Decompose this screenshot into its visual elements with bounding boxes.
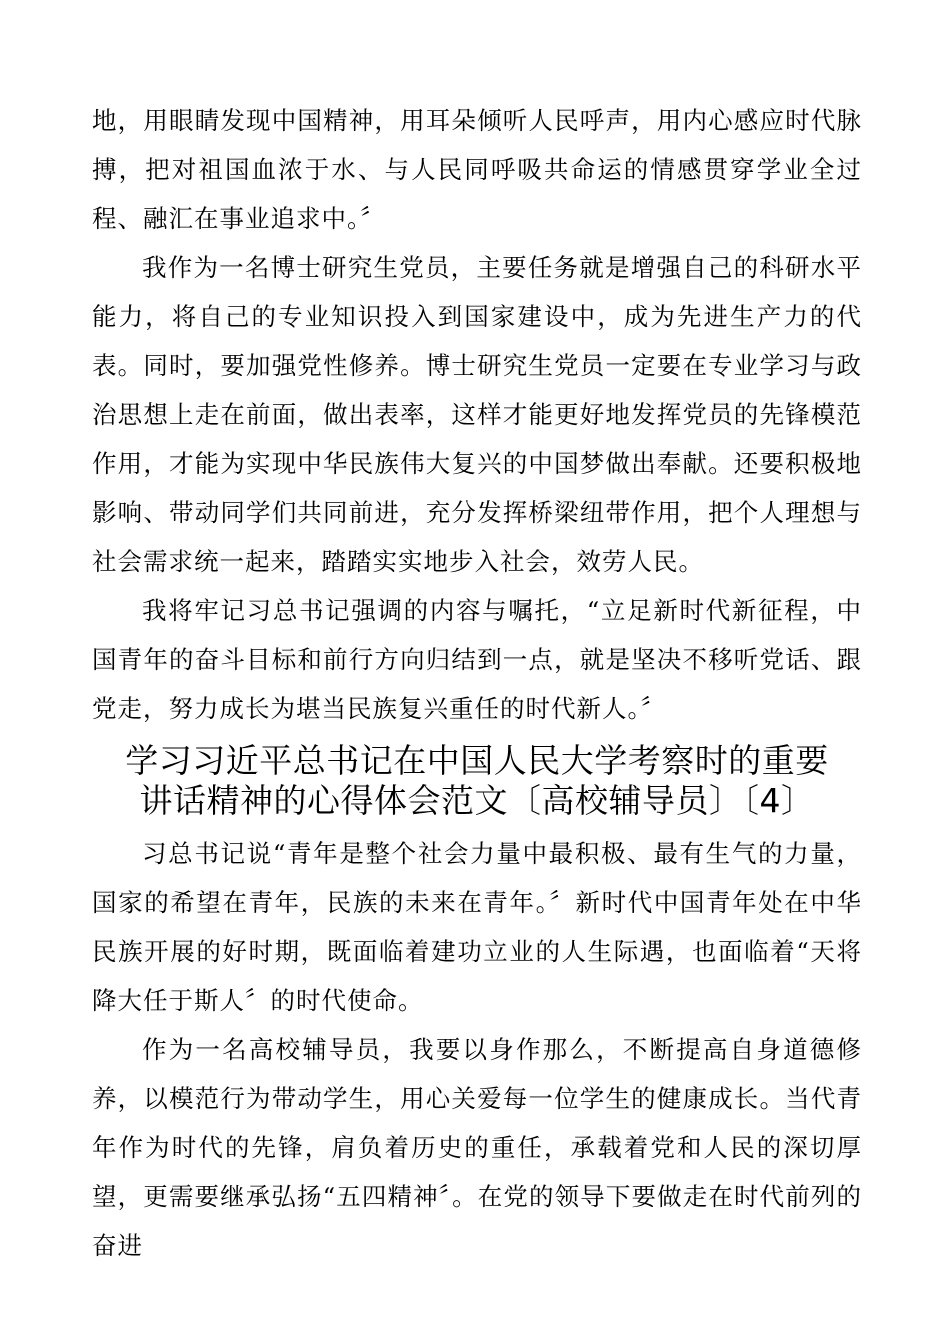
- document-page: [92, 96, 862, 1270]
- section-heading: [92, 741, 862, 821]
- section-heading-line-1: 学习习近平总书记在中国人民大学考察时的重要: [125, 741, 829, 780]
- paragraph-continuation: 地，用眼睛发现中国精神，用耳朵倾听人民呼声，用内心感应时代脉搏，把对祖国血浓于水、与人民同呼吸共命运的情感贯穿学业全过程、融汇在事业追求中。〞: [92, 106, 862, 233]
- paragraph-pledge: 我将牢记习总书记强调的内容与嘱托，“立足新时代新征程，中国青年的奋斗目标和前行方向归结到一点，就是坚决不移听党话、跟党走，努力成长为堪当民族复兴重任的时代新人。〞: [92, 596, 862, 723]
- paragraph-phd-party-member: 我作为一名博士研究生党员，主要任务就是增强自己的科研水平能力，将自己的专业知识投入到国家建设中，成为先进生产力的代表。同时，要加强党性修养。博士研究生党员一定要在专业学习与政治思想上走在前面，做出表率，这样才能更好地发挥党员的先锋模范作用，才能为实现中华民族伟大复兴的中国梦做出奉献。还要积极地影响、带动同学们共同前进，充分发挥桥梁纽带作用，把个人理想与社会需求统一起来，踏踏实实地步入社会，效劳人民。: [92, 253, 862, 576]
- paragraph-youth-quote: 习总书记说“青年是整个社会力量中最积极、最有生气的力量，国家的希望在青年，民族的未来在青年。〞新时代中国青年处在中华民族开展的好时期，既面临着建功立业的人生际遇，也面临着“天将降大任于斯人〞的时代使命。: [92, 839, 862, 1015]
- section-heading-line-2: 讲话精神的心得体会范文〔高校辅导员〕〔4〕: [139, 781, 815, 820]
- paragraph-counselor-role: 作为一名高校辅导员，我要以身作那么，不断提高自身道德修养，以模范行为带动学生，用心关爱每一位学生的健康成长。当代青年作为时代的先锋，肩负着历史的重任，承载着党和人民的深切厚望，更需要继承弘扬“五四精神〞。在党的领导下要做走在时代前列的奋进: [92, 1035, 862, 1260]
